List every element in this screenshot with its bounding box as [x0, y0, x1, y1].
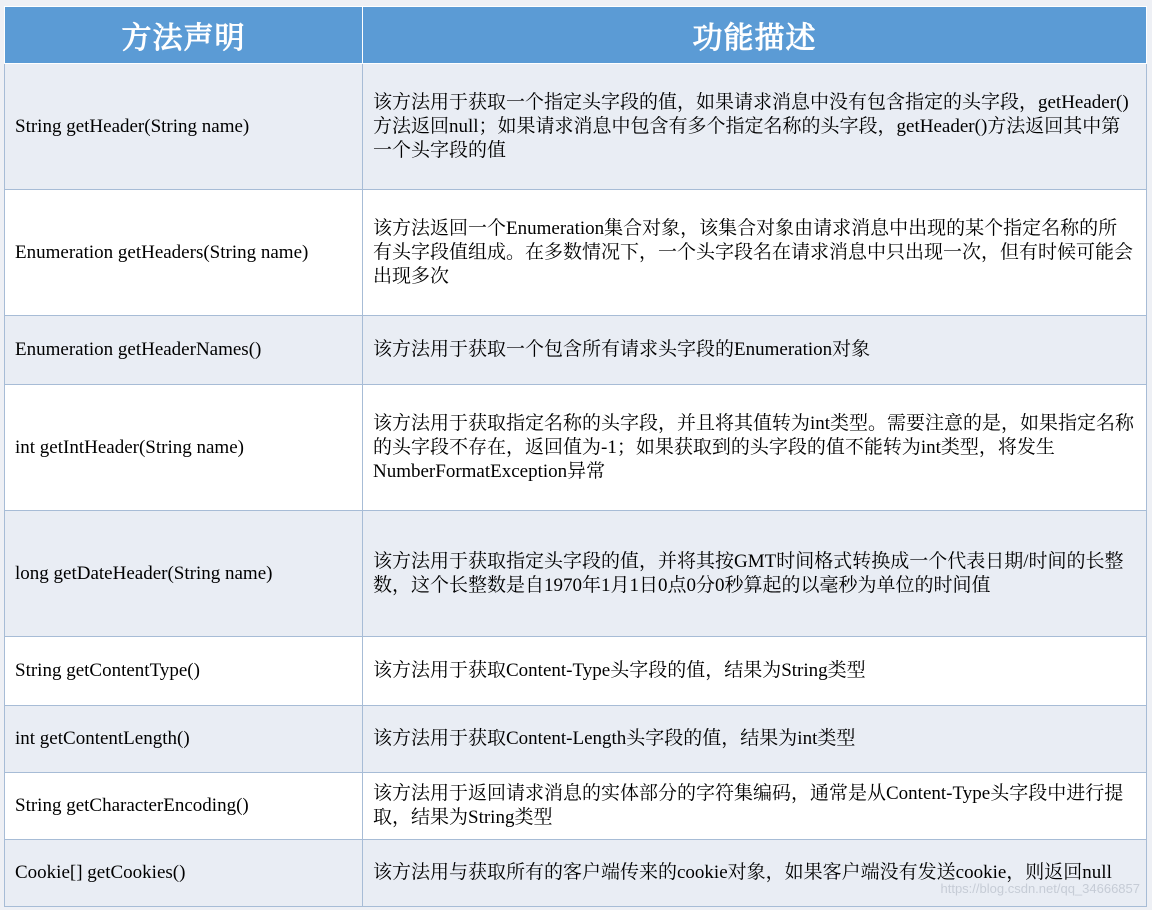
description-cell: 该方法用于获取一个包含所有请求头字段的Enumeration对象	[363, 316, 1147, 385]
table-row	[5, 840, 1147, 907]
description-cell: 该方法用于获取Content-Length头字段的值，结果为int类型	[363, 706, 1147, 773]
watermark: https://blog.csdn.net/qq_34666857	[940, 881, 1140, 896]
header-method: 方法声明	[5, 7, 363, 64]
table-row	[5, 706, 1147, 773]
method-table	[4, 6, 1147, 907]
description-cell: 该方法用于返回请求消息的实体部分的字符集编码，通常是从Content-Type头字段中进行提取，结果为String类型	[363, 773, 1147, 840]
table-row	[5, 316, 1147, 385]
method-cell: String getCharacterEncoding()	[5, 773, 363, 840]
table-header-row	[5, 7, 1147, 64]
method-cell: int getIntHeader(String name)	[5, 385, 363, 511]
method-cell: Enumeration getHeaderNames()	[5, 316, 363, 385]
description-cell: 该方法用与获取所有的客户端传来的cookie对象，如果客户端没有发送cookie，则返回null	[363, 840, 1147, 907]
method-cell: int getContentLength()	[5, 706, 363, 773]
description-cell: 该方法用于获取指定头字段的值，并将其按GMT时间格式转换成一个代表日期/时间的长整数，这个长整数是自1970年1月1日0点0分0秒算起的以毫秒为单位的时间值	[363, 511, 1147, 637]
method-cell: Cookie[] getCookies()	[5, 840, 363, 907]
description-cell: 该方法返回一个Enumeration集合对象，该集合对象由请求消息中出现的某个指定名称的所有头字段值组成。在多数情况下，一个头字段名在请求消息中只出现一次，但有时候可能会出现多次	[363, 190, 1147, 316]
description-cell: 该方法用于获取一个指定头字段的值，如果请求消息中没有包含指定的头字段，getHeader() 方法返回null；如果请求消息中包含有多个指定名称的头字段，getHeader()方法返回其中第一个头字段的值	[363, 64, 1147, 190]
description-cell: 该方法用于获取Content-Type头字段的值，结果为String类型	[363, 637, 1147, 706]
method-cell: String getHeader(String name)	[5, 64, 363, 190]
table-row	[5, 511, 1147, 637]
table-row	[5, 385, 1147, 511]
method-table-container	[4, 6, 1146, 904]
method-cell: String getContentType()	[5, 637, 363, 706]
table-row	[5, 773, 1147, 840]
method-cell: long getDateHeader(String name)	[5, 511, 363, 637]
table-row	[5, 190, 1147, 316]
header-description: 功能描述	[363, 7, 1147, 64]
table-row	[5, 637, 1147, 706]
table-row	[5, 64, 1147, 190]
method-cell: Enumeration getHeaders(String name)	[5, 190, 363, 316]
description-cell: 该方法用于获取指定名称的头字段，并且将其值转为int类型。需要注意的是，如果指定名称的头字段不存在，返回值为-1；如果获取到的头字段的值不能转为int类型，将发生NumberFormatException异常	[363, 385, 1147, 511]
